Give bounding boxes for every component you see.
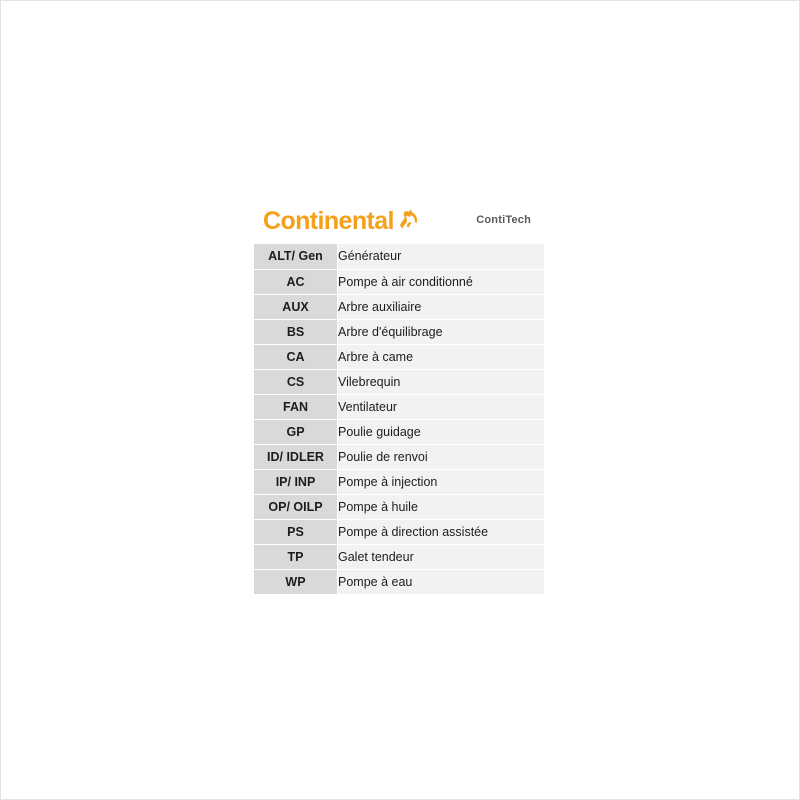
brand-header	[253, 196, 545, 244]
brand-wordmark: Continental	[263, 206, 394, 235]
legend-description: Arbre d'équilibrage	[338, 319, 545, 344]
table-row	[254, 544, 545, 569]
horse-icon	[396, 207, 422, 233]
legend-table	[253, 244, 545, 594]
table-row	[254, 319, 545, 344]
legend-description: Pompe à air conditionné	[338, 269, 545, 294]
legend-description: Poulie de renvoi	[338, 444, 545, 469]
legend-description: Arbre auxiliaire	[338, 294, 545, 319]
brand-logo	[263, 207, 422, 234]
legend-table-body	[254, 244, 545, 594]
legend-code: WP	[254, 569, 338, 594]
legend-description: Arbre à came	[338, 344, 545, 369]
brand-sub-label: ContiTech	[476, 214, 531, 226]
legend-card	[253, 196, 545, 594]
table-row	[254, 419, 545, 444]
legend-description: Galet tendeur	[338, 544, 545, 569]
legend-code: FAN	[254, 394, 338, 419]
legend-code: CS	[254, 369, 338, 394]
table-row	[254, 344, 545, 369]
legend-description: Pompe à direction assistée	[338, 519, 545, 544]
table-row	[254, 244, 545, 269]
table-row	[254, 569, 545, 594]
legend-code: IP/ INP	[254, 469, 338, 494]
legend-description: Pompe à huile	[338, 494, 545, 519]
legend-code: GP	[254, 419, 338, 444]
legend-description: Pompe à injection	[338, 469, 545, 494]
legend-code: PS	[254, 519, 338, 544]
legend-description: Ventilateur	[338, 394, 545, 419]
legend-code: ALT/ Gen	[254, 244, 338, 269]
table-row	[254, 444, 545, 469]
legend-description: Vilebrequin	[338, 369, 545, 394]
legend-code: AC	[254, 269, 338, 294]
legend-description: Générateur	[338, 244, 545, 269]
table-row	[254, 369, 545, 394]
table-row	[254, 494, 545, 519]
legend-code: TP	[254, 544, 338, 569]
table-row	[254, 469, 545, 494]
legend-description: Pompe à eau	[338, 569, 545, 594]
legend-code: BS	[254, 319, 338, 344]
table-row	[254, 519, 545, 544]
legend-code: ID/ IDLER	[254, 444, 338, 469]
legend-code: OP/ OILP	[254, 494, 338, 519]
legend-code: AUX	[254, 294, 338, 319]
table-row	[254, 269, 545, 294]
table-row	[254, 294, 545, 319]
legend-code: CA	[254, 344, 338, 369]
legend-description: Poulie guidage	[338, 419, 545, 444]
table-row	[254, 394, 545, 419]
